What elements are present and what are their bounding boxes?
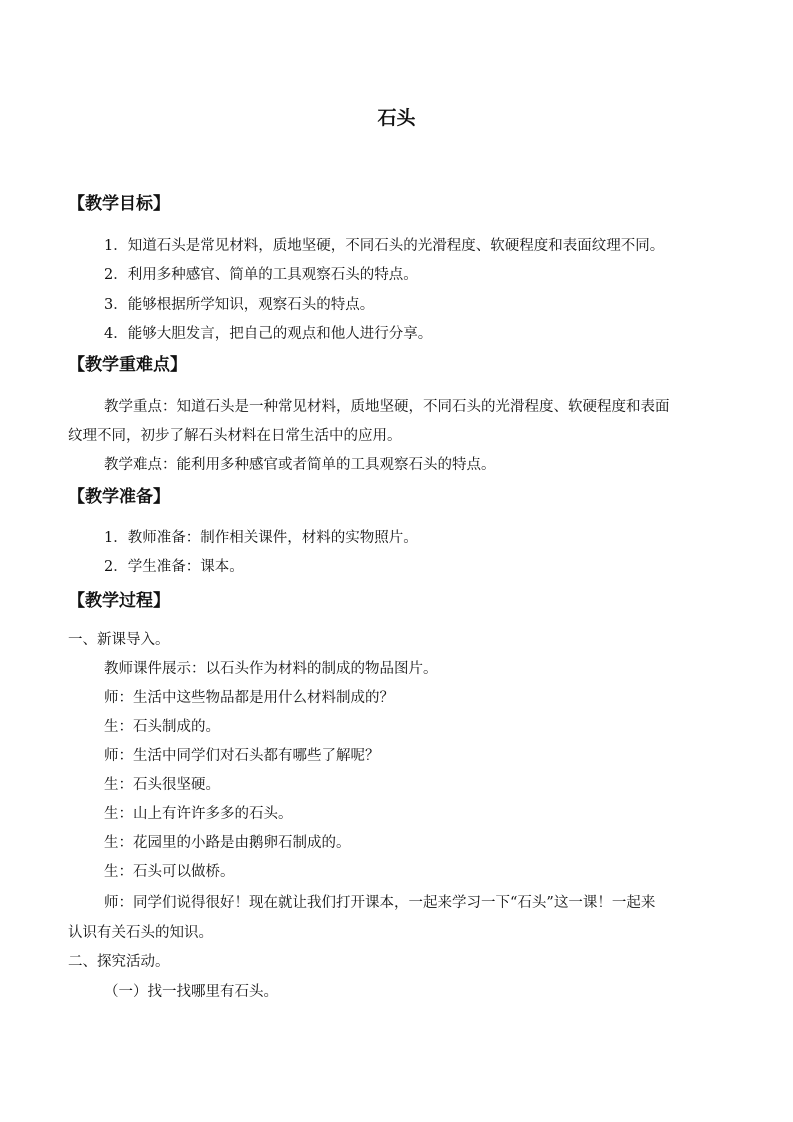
process-part-title: 一、新课导入。	[68, 632, 170, 648]
section-heading-preparation: 【教学准备】	[68, 487, 170, 507]
objective-item: 1．知道石头是常见材料，质地坚硬，不同石头的光滑程度、软硬程度和表面纹理不同。	[104, 238, 665, 254]
key-difficulty-line: 教学难点：能利用多种感官或者简单的工具观察石头的特点。	[104, 457, 496, 473]
objective-item: 2．利用多种感官、简单的工具观察石头的特点。	[104, 267, 418, 283]
section-heading-objectives: 【教学目标】	[68, 194, 170, 214]
process-closing-line: 师：同学们说得很好！现在就让我们打开课本，一起来学习一下“石头”这一课！一起来	[104, 895, 656, 911]
preparation-item: 1．教师准备：制作相关课件，材料的实物照片。	[104, 530, 418, 546]
process-line: 师：生活中同学们对石头都有哪些了解呢？	[104, 748, 380, 764]
page-title: 石头	[377, 107, 416, 129]
process-subsection-title: （一）找一找哪里有石头。	[104, 984, 278, 1000]
process-line: 生：石头可以做桥。	[104, 864, 235, 880]
process-line: 生：花园里的小路是由鹅卵石制成的。	[104, 835, 351, 851]
process-part-title: 二、探究活动。	[68, 954, 170, 970]
process-line: 教师课件展示：以石头作为材料的制成的物品图片。	[104, 661, 438, 677]
section-heading-key-points: 【教学重难点】	[68, 355, 187, 375]
objective-item: 4．能够大胆发言，把自己的观点和他人进行分享。	[104, 326, 433, 342]
process-closing-line: 认识有关石头的知识。	[68, 925, 213, 941]
process-line: 师：生活中这些物品都是用什么材料制成的？	[104, 690, 394, 706]
process-line: 生：石头制成的。	[104, 719, 220, 735]
section-heading-process: 【教学过程】	[68, 591, 170, 611]
objective-item: 3．能够根据所学知识，观察石头的特点。	[104, 297, 375, 313]
key-focus-line: 纹理不同，初步了解石头材料在日常生活中的应用。	[68, 428, 402, 444]
process-line: 生：石头很坚硬。	[104, 777, 220, 793]
process-line: 生：山上有许许多多的石头。	[104, 806, 293, 822]
key-focus-line: 教学重点：知道石头是一种常见材料，质地坚硬，不同石头的光滑程度、软硬程度和表面	[104, 399, 670, 415]
preparation-item: 2．学生准备：课本。	[104, 559, 244, 575]
